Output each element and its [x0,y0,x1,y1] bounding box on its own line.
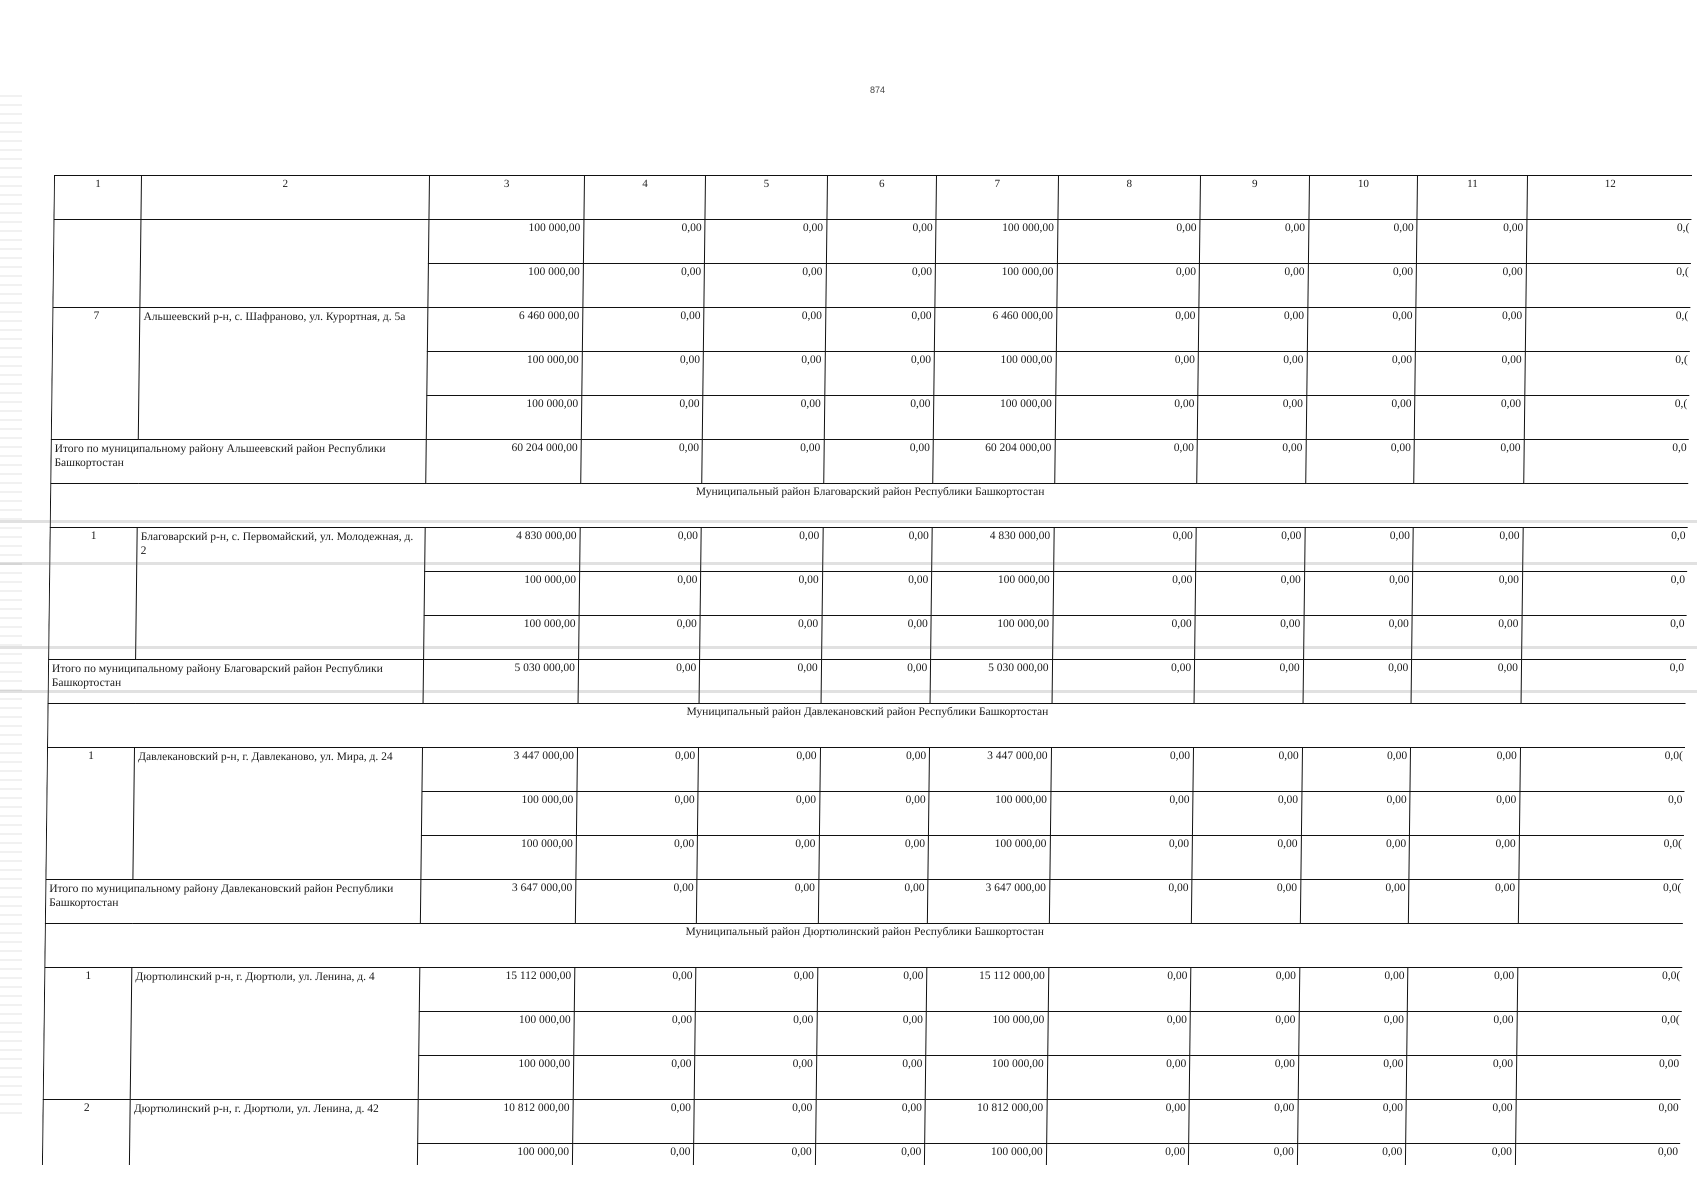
scan-streak [0,562,1697,565]
value-cell: 0,00 [1308,264,1417,308]
value-cell: 100 000,00 [924,1144,1046,1166]
value-cell: 0,00 [582,308,704,352]
total-label: Итого по муниципальному району Благоварский район Республики Башкортостан [48,660,423,704]
value-cell: 0,00 [1406,1056,1516,1100]
value-cell: 0,00 [701,528,823,572]
value-cell: 0,00 [583,220,705,264]
value-cell: 0,00 [820,748,930,792]
scan-streak [0,520,1697,523]
row-index-cell: 1 [49,528,138,660]
scan-streak [0,690,1697,693]
row-index-cell: 1 [46,748,135,880]
header-row [54,176,1692,220]
row-index-cell: 2 [42,1100,130,1166]
value-cell: 15 112 000,00 [927,968,1049,1012]
value-cell: 0,00 [1190,1012,1299,1056]
value-cell: 3 447 000,00 [422,748,578,792]
value-cell: 0,00 [1049,880,1192,924]
value-cell: 0,00 [1302,748,1411,792]
value-cell: 100 000,00 [418,1056,574,1100]
value-cell: 0,00 [1053,572,1196,616]
table-row [47,748,1687,792]
value-cell: 0,00 [819,836,929,880]
total-row [48,660,1688,704]
value-cell: 0,00 [823,440,933,484]
value-cell: 0,00 [1414,440,1524,484]
value-cell: 0,00 [1415,396,1525,440]
value-cell: 0,00 [695,1012,817,1056]
value-cell: 0,00 [573,1056,695,1100]
address-cell [140,220,428,308]
value-cell: 0,00 [698,748,820,792]
value-cell: 100 000,00 [424,572,580,616]
value-cell: 0,00 [574,1012,696,1056]
table-row [52,308,1692,352]
total-row [45,880,1685,924]
value-cell: 0,0 [1522,572,1689,616]
budget-table-sheet [42,175,1692,1165]
value-cell: 0,00 [1416,308,1526,352]
value-cell: 0,00 [1055,352,1198,396]
column-header: 5 [705,176,827,220]
column-header: 9 [1200,176,1309,220]
value-cell: 100 000,00 [926,1012,1048,1056]
table-row [43,1100,1683,1144]
value-cell: 0,00 [1192,836,1301,880]
address-cell: Дюртюлинский р-н, г. Дюртюли, ул. Ленина, д. 4 [130,968,419,1100]
value-cell: 0,00 [1056,264,1199,308]
value-cell: 0,00 [1050,792,1193,836]
value-cell: 0,00 [1307,352,1416,396]
value-cell: 0,00 [1411,660,1521,704]
address-cell: Альшеевский р-н, с. Шафраново, ул. Курортная, д. 5а [139,308,428,440]
value-cell: 0,00 [1189,1056,1298,1100]
value-cell: 0,00 [704,308,826,352]
value-cell: 0,00 [1304,528,1413,572]
value-cell: 0,00 [1413,528,1523,572]
value-cell: 0,00 [1197,440,1306,484]
value-cell: 0,00 [1410,748,1520,792]
address-cell: Благоварский р-н, с. Первомайский, ул. Молодежная, д. 2 [136,528,425,660]
value-cell: 0,00 [1188,1144,1297,1166]
value-cell: 5 030 000,00 [423,660,579,704]
value-cell: 3 647 000,00 [420,880,576,924]
scan-edge-marks [0,95,22,1115]
value-cell: 0,00 [1407,1012,1517,1056]
value-cell: 0,00 [1300,880,1409,924]
section-heading: Муниципальный район Благоварский район Республики Башкортостан [50,484,1690,528]
value-cell: 0,00 [576,836,698,880]
value-cell: 0,00 [573,1100,695,1144]
value-cell: 0,0 [1521,660,1688,704]
value-cell: 0,00 [1417,220,1527,264]
value-cell: 10 812 000,00 [925,1100,1047,1144]
section-heading: Муниципальный район Дюртюлинский район Республики Башкортостан [45,924,1685,968]
value-cell: 0,00 [1516,1100,1683,1144]
value-cell: 0,00 [700,572,822,616]
value-cell: 0,00 [818,880,928,924]
value-cell: 100 000,00 [934,396,1056,440]
table-row [53,220,1692,264]
value-cell: 0,00 [697,836,819,880]
value-cell: 0,00 [1405,1144,1515,1166]
value-cell: 100 000,00 [936,220,1058,264]
value-cell: 0,( [1526,220,1692,264]
value-cell: 0,00 [1516,1056,1683,1100]
value-cell: 15 112 000,00 [419,968,575,1012]
value-cell: 0,00 [703,396,825,440]
value-cell: 0,00 [1048,968,1191,1012]
value-cell: 0,00 [1306,396,1415,440]
value-cell: 100 000,00 [421,792,577,836]
value-cell: 0,00 [826,220,936,264]
value-cell: 0,( [1525,308,1692,352]
value-cell: 0,00 [1193,792,1302,836]
value-cell: 0,00 [1308,220,1417,264]
value-cell: 0,00 [824,396,934,440]
value-cell: 0,00 [1301,836,1410,880]
value-cell: 0,0( [1518,880,1685,924]
value-cell: 0,00 [1198,352,1307,396]
value-cell: 0,00 [703,352,825,396]
value-cell: 0,00 [581,396,703,440]
value-cell: 0,00 [815,1100,925,1144]
column-header: 10 [1309,176,1418,220]
value-cell: 100 000,00 [417,1144,573,1166]
value-cell: 0,00 [1051,748,1194,792]
table-row [44,968,1684,1012]
row-index-cell: 7 [51,308,140,440]
value-cell: 0,00 [815,1144,925,1166]
value-cell: 100 000,00 [427,264,583,308]
value-cell: 0,00 [582,352,704,396]
value-cell: 0,00 [1195,572,1304,616]
value-cell: 0,00 [697,880,819,924]
value-cell: 0,0( [1517,1012,1684,1056]
value-cell: 6 460 000,00 [427,308,583,352]
value-cell: 0,00 [1199,264,1308,308]
value-cell: 0,00 [1416,264,1526,308]
value-cell: 0,00 [822,528,932,572]
value-cell: 0,00 [1049,836,1192,880]
value-cell: 100 000,00 [934,352,1056,396]
value-cell: 0,00 [1197,396,1306,440]
budget-table [42,175,1692,1165]
value-cell: 0,00 [826,264,936,308]
value-cell: 100 000,00 [931,572,1053,616]
value-cell: 0,0( [1517,968,1684,1012]
column-header: 3 [429,176,585,220]
value-cell: 60 204 000,00 [425,440,581,484]
value-cell: 0,00 [580,528,702,572]
value-cell: 0,0( [1519,836,1686,880]
value-cell: 100 000,00 [929,792,1051,836]
value-cell: 0,00 [1415,352,1525,396]
value-cell: 0,00 [577,748,699,792]
value-cell: 0,00 [1192,880,1301,924]
value-cell: 0,00 [821,616,931,660]
value-cell: 6 460 000,00 [935,308,1057,352]
value-cell: 0,0 [1523,528,1690,572]
value-cell: 0,00 [705,220,827,264]
value-cell: 0,00 [825,308,935,352]
value-cell: 100 000,00 [928,836,1050,880]
value-cell: 100 000,00 [931,616,1053,660]
value-cell: 0,00 [700,616,822,660]
value-cell: 4 830 000,00 [932,528,1054,572]
value-cell: 0,00 [1194,660,1303,704]
value-cell: 0,00 [1053,528,1196,572]
value-cell: 0,00 [1299,968,1408,1012]
value-cell: 0,00 [1054,440,1197,484]
value-cell: 0,00 [1199,308,1308,352]
value-cell: 0,00 [1297,1100,1406,1144]
value-cell: 0,00 [1301,792,1410,836]
value-cell: 0,00 [1052,616,1195,660]
value-cell: 0,00 [572,1144,694,1166]
value-cell: 100 000,00 [935,264,1057,308]
value-cell: 0,00 [1055,396,1198,440]
section-row [45,924,1685,968]
column-header: 11 [1417,176,1527,220]
value-cell: 0,00 [1046,1100,1189,1144]
value-cell: 0,00 [1193,748,1302,792]
value-cell: 0,00 [694,1100,816,1144]
column-header: 8 [1058,176,1201,220]
value-cell: 0,00 [1047,1012,1190,1056]
value-cell: 0,00 [695,1056,817,1100]
section-row [48,704,1688,748]
value-cell: 0,00 [704,264,826,308]
value-cell: 0,00 [819,792,929,836]
value-cell: 0,00 [1304,572,1413,616]
value-cell: 0,00 [1298,1056,1407,1100]
value-cell: 100 000,00 [421,836,577,880]
value-cell: 0,00 [822,572,932,616]
value-cell: 0,00 [816,1056,926,1100]
value-cell: 0,00 [575,880,697,924]
value-cell: 100 000,00 [925,1056,1047,1100]
value-cell: 0,00 [578,660,700,704]
value-cell: 0,00 [583,264,705,308]
value-cell: 0,00 [1303,616,1412,660]
value-cell: 0,0( [1520,748,1687,792]
row-index-cell [53,220,141,308]
value-cell: 0,00 [698,792,820,836]
value-cell: 0,00 [1057,220,1200,264]
value-cell: 0,00 [1189,1100,1298,1144]
value-cell: 0,00 [581,440,703,484]
value-cell: 0,00 [1410,792,1520,836]
value-cell: 0,0 [1519,792,1686,836]
value-cell: 100 000,00 [426,352,582,396]
value-cell: 5 030 000,00 [930,660,1052,704]
value-cell: 0,00 [816,1012,926,1056]
value-cell: 100 000,00 [428,220,584,264]
value-cell: 0,00 [696,968,818,1012]
column-header: 2 [141,176,429,220]
value-cell: 0,00 [1412,616,1522,660]
value-cell: 0,0 [1524,440,1691,484]
value-cell: 0,00 [702,440,824,484]
value-cell: 0,00 [693,1144,815,1166]
value-cell: 0,00 [1190,968,1299,1012]
total-label: Итого по муниципальному району Альшеевский район Республики Башкортостан [51,440,426,484]
total-row [51,440,1691,484]
page-number: 874 [870,85,886,95]
value-cell: 0,00 [1412,572,1522,616]
value-cell: 0,00 [1056,308,1199,352]
value-cell: 4 830 000,00 [424,528,580,572]
value-cell: 0,00 [1196,528,1305,572]
value-cell: 100 000,00 [426,396,582,440]
value-cell: 10 812 000,00 [417,1100,573,1144]
row-index-cell: 1 [43,968,132,1100]
value-cell: 100 000,00 [418,1012,574,1056]
value-cell: 0,00 [699,660,821,704]
value-cell: 0,00 [1052,660,1195,704]
value-cell: 0,00 [1409,880,1519,924]
value-cell: 0,00 [1298,1012,1407,1056]
column-header: 7 [936,176,1058,220]
value-cell: 0,( [1526,264,1692,308]
value-cell: 0,00 [1307,308,1416,352]
value-cell: 0,00 [1195,616,1304,660]
value-cell: 0,00 [574,968,696,1012]
address-cell: Дюртюлинский р-н, г. Дюртюли, ул. Ленина, д. 42 [129,1100,417,1166]
value-cell: 0,00 [1408,968,1518,1012]
value-cell: 0,00 [1305,440,1414,484]
value-cell: 0,00 [1046,1144,1189,1166]
value-cell: 0,00 [1200,220,1309,264]
value-cell: 0,00 [1515,1144,1682,1166]
value-cell: 60 204 000,00 [933,440,1055,484]
value-cell: 0,0 [1521,616,1688,660]
value-cell: 0,00 [1409,836,1519,880]
address-cell: Давлекановский р-н, г. Давлеканово, ул. Мира, д. 24 [133,748,422,880]
value-cell: 0,00 [579,616,701,660]
value-cell: 0,00 [576,792,698,836]
value-cell: 0,00 [579,572,701,616]
value-cell: 0,00 [817,968,927,1012]
value-cell: 0,00 [1303,660,1412,704]
value-cell: 0,( [1525,352,1692,396]
value-cell: 0,00 [1406,1100,1516,1144]
value-cell: 3 447 000,00 [929,748,1051,792]
column-header: 6 [827,176,937,220]
value-cell: 3 647 000,00 [928,880,1050,924]
value-cell: 0,( [1524,396,1691,440]
total-label: Итого по муниципальному району Давлекановский район Республики Башкортостан [45,880,420,924]
column-header: 1 [54,176,142,220]
value-cell: 100 000,00 [423,616,579,660]
value-cell: 0,00 [821,660,931,704]
column-header: 4 [584,176,706,220]
value-cell: 0,00 [1297,1144,1406,1166]
column-header: 12 [1527,176,1692,220]
section-heading: Муниципальный район Давлекановский район Республики Башкортостан [48,704,1688,748]
value-cell: 0,00 [1047,1056,1190,1100]
value-cell: 0,00 [824,352,934,396]
scan-streak [0,646,1697,649]
